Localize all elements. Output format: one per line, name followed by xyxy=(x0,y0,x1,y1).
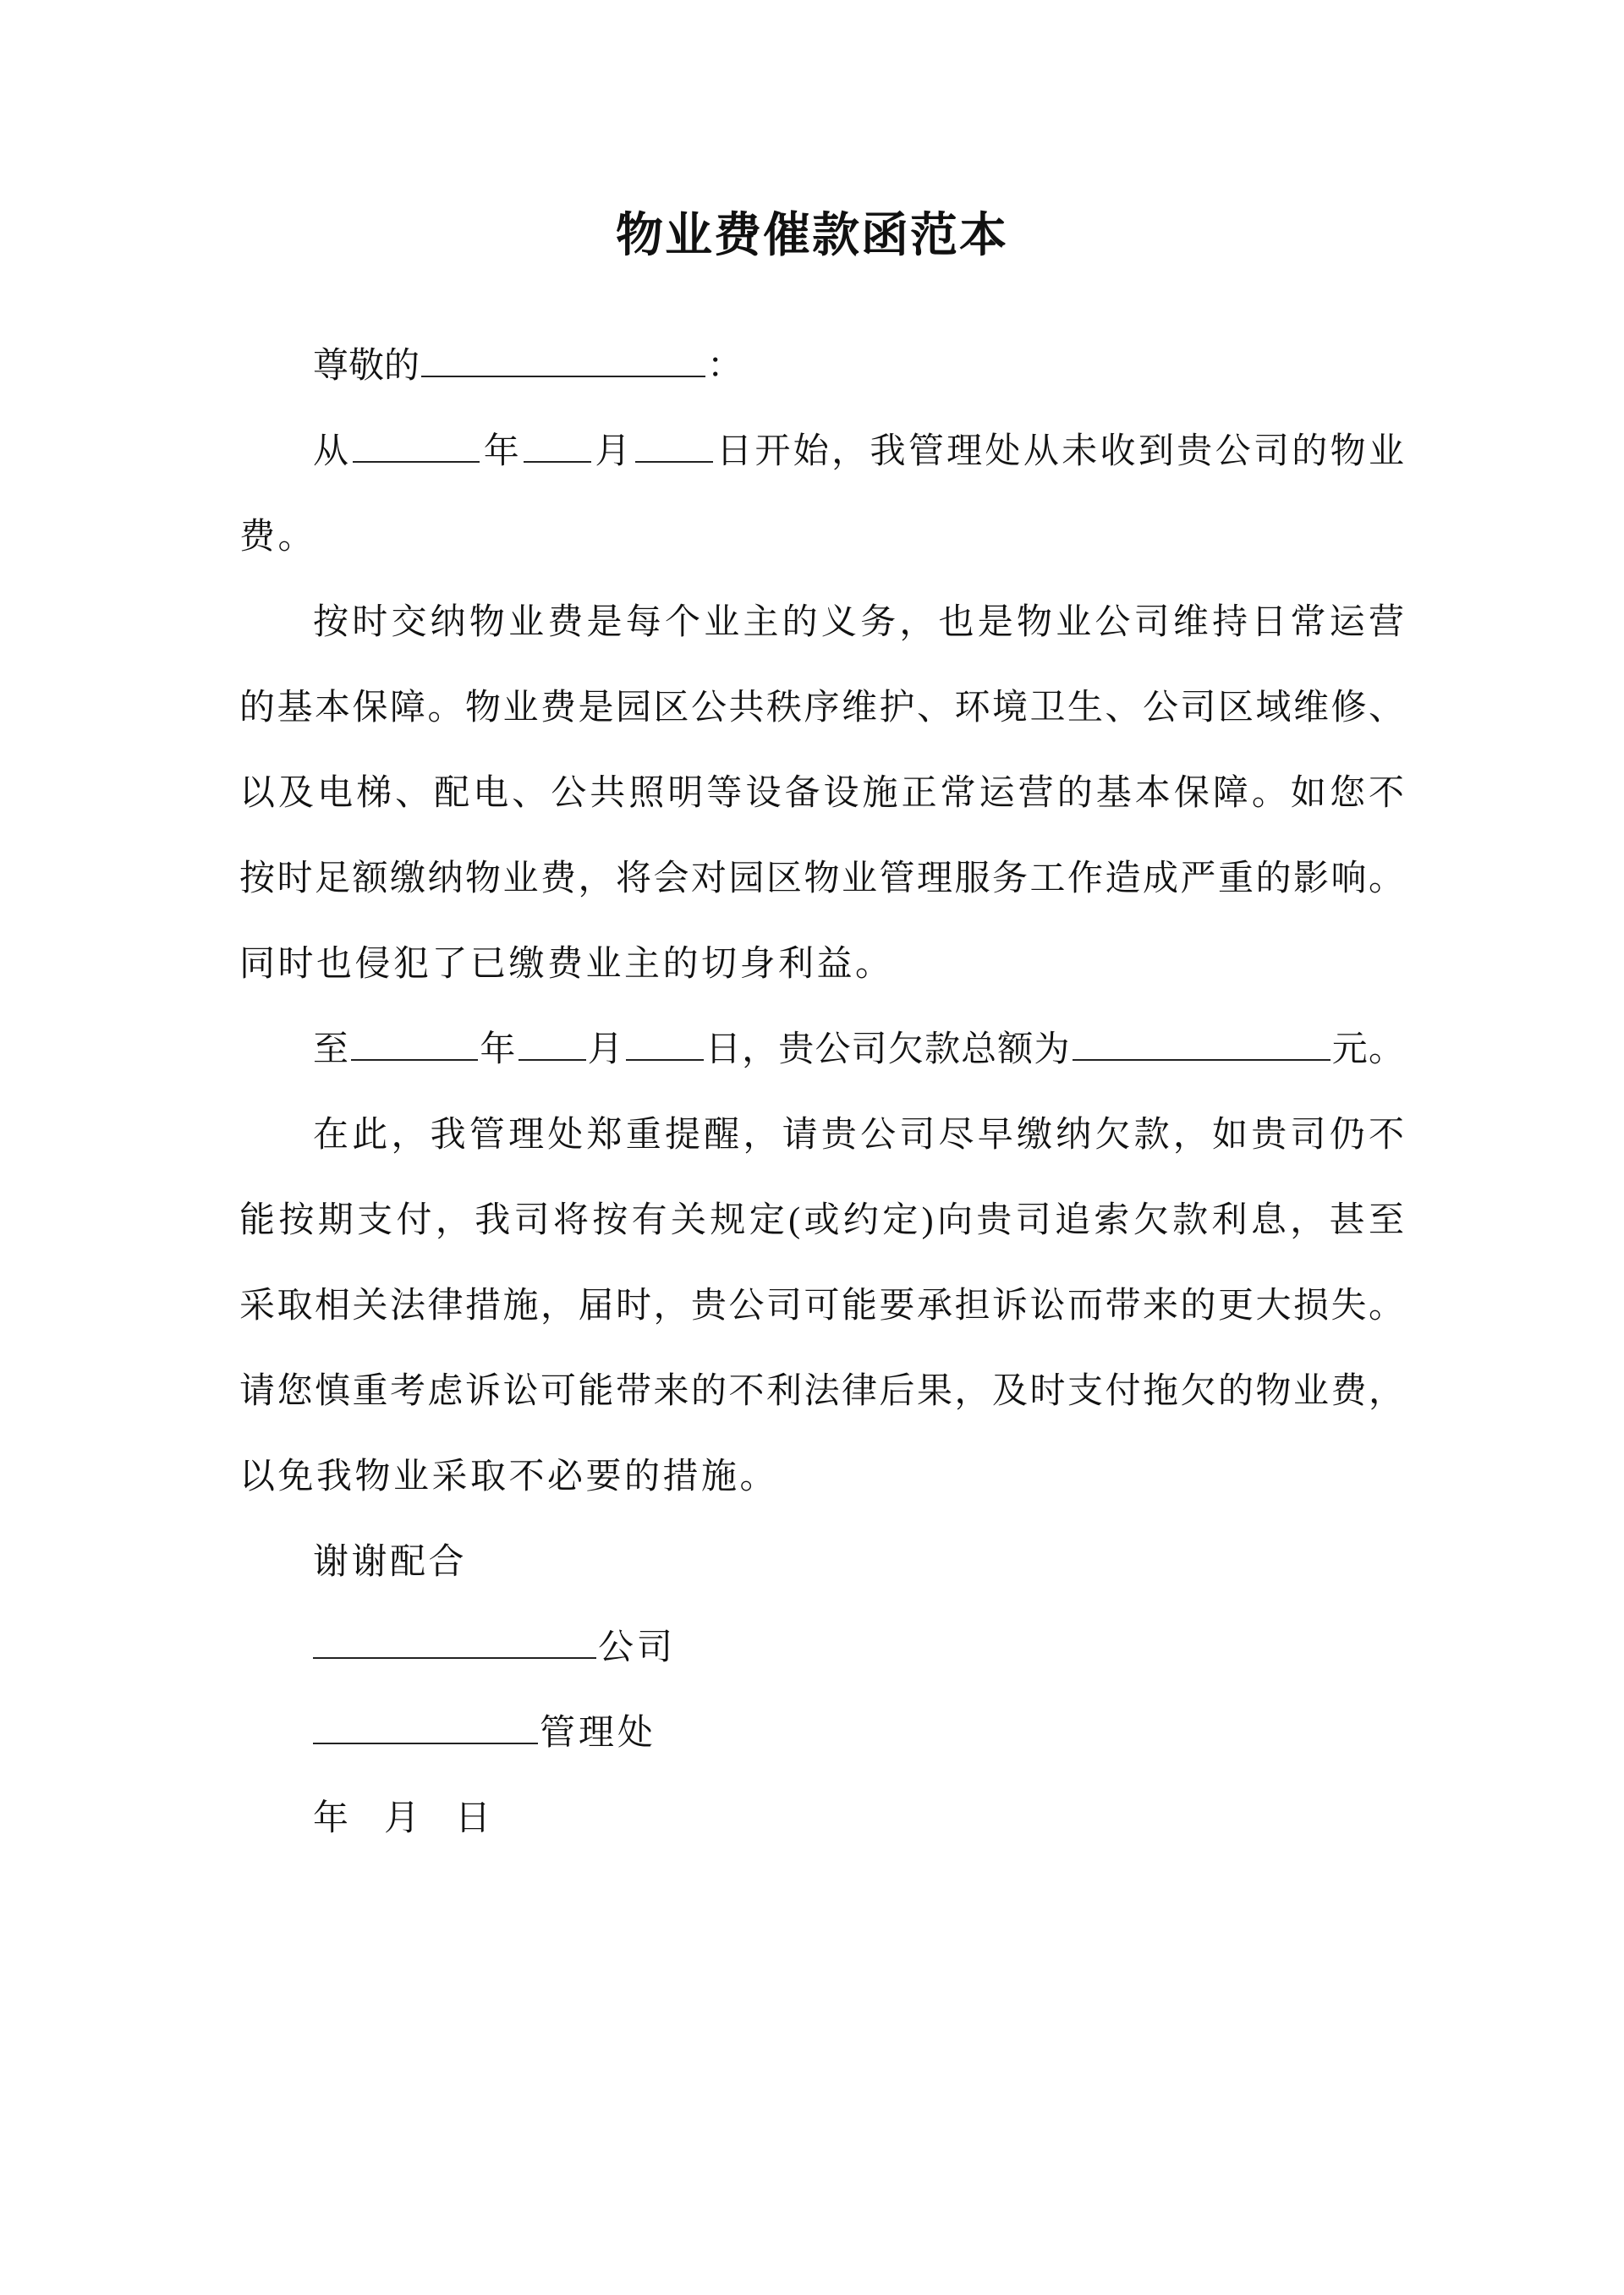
signature-company-line xyxy=(239,1606,1405,1691)
paragraph-line: 费。 xyxy=(239,518,317,557)
office-label: 管理处 xyxy=(540,1714,657,1753)
arrears-line xyxy=(239,1007,1405,1093)
letter-body xyxy=(239,324,1405,1862)
amount-blank[interactable] xyxy=(1073,1034,1330,1061)
paragraph-line: 以免我物业采取不必要的措施。 xyxy=(239,1458,779,1496)
salutation-suffix: ： xyxy=(707,347,743,386)
start-date-line xyxy=(239,409,1405,495)
closing-text: 谢谢配合 xyxy=(313,1543,468,1582)
paragraph-line: 按时足额缴纳物业费，将会对园区物业管理服务工作造成严重的影响。 xyxy=(239,859,1405,898)
date-year-label: 年 xyxy=(313,1799,349,1838)
end-day-blank[interactable] xyxy=(626,1034,704,1061)
date-month-label: 月 xyxy=(384,1799,420,1838)
end-month-blank[interactable] xyxy=(518,1034,586,1061)
salutation-line xyxy=(239,324,1405,409)
paragraph-line: 以及电梯、配电、公共照明等设备设施正常运营的基本保障。如您不 xyxy=(239,774,1405,813)
month-label: 月 xyxy=(587,1030,624,1069)
currency-unit: 元。 xyxy=(1331,1030,1405,1069)
paragraph-line: 的基本保障。物业费是园区公共秩序维护、环境卫生、公司区域维修、 xyxy=(239,689,1405,727)
company-label: 公司 xyxy=(598,1628,677,1667)
paragraph-line: 采取相关法律措施，届时，贵公司可能要承担诉讼而带来的更大损失。 xyxy=(239,1287,1405,1326)
from-text: 从 xyxy=(313,432,352,471)
start-day-blank[interactable] xyxy=(635,436,713,463)
to-text: 至 xyxy=(313,1030,350,1069)
paragraph-line: 请您慎重考虑诉讼可能带来的不利法律后果，及时支付拖欠的物业费， xyxy=(239,1372,1405,1411)
salutation-prefix: 尊敬的 xyxy=(313,347,420,386)
office-name-blank[interactable] xyxy=(313,1717,538,1744)
date-day-label: 日 xyxy=(455,1799,491,1838)
paragraph-line: 在此，我管理处郑重提醒，请贵公司尽早缴纳欠款，如贵司仍不 xyxy=(313,1116,1405,1155)
start-year-blank[interactable] xyxy=(353,436,480,463)
document-title: 物业费催款函范本 xyxy=(616,210,1008,262)
paragraph-line: 按时交纳物业费是每个业主的义务，也是物业公司维持日常运营 xyxy=(313,603,1405,642)
signature-date-line xyxy=(239,1776,1405,1862)
month-label: 月 xyxy=(593,432,634,471)
start-month-blank[interactable] xyxy=(524,436,591,463)
arrears-text: 日，贵公司欠款总额为 xyxy=(705,1030,1071,1069)
end-year-blank[interactable] xyxy=(351,1034,478,1061)
year-label: 年 xyxy=(480,1030,517,1069)
paragraph-line: 能按期支付，我司将按有关规定(或约定)向贵司追索欠款利息，甚至 xyxy=(239,1201,1405,1240)
recipient-blank[interactable] xyxy=(421,350,705,377)
year-label: 年 xyxy=(481,432,523,471)
paragraph-line: 同时也侵犯了已缴费业主的切身利益。 xyxy=(239,945,894,984)
signature-office-line xyxy=(239,1691,1405,1776)
company-name-blank[interactable] xyxy=(313,1632,596,1659)
start-date-rest: 日开始，我管理处从未收到贵公司的物业 xyxy=(714,432,1405,471)
